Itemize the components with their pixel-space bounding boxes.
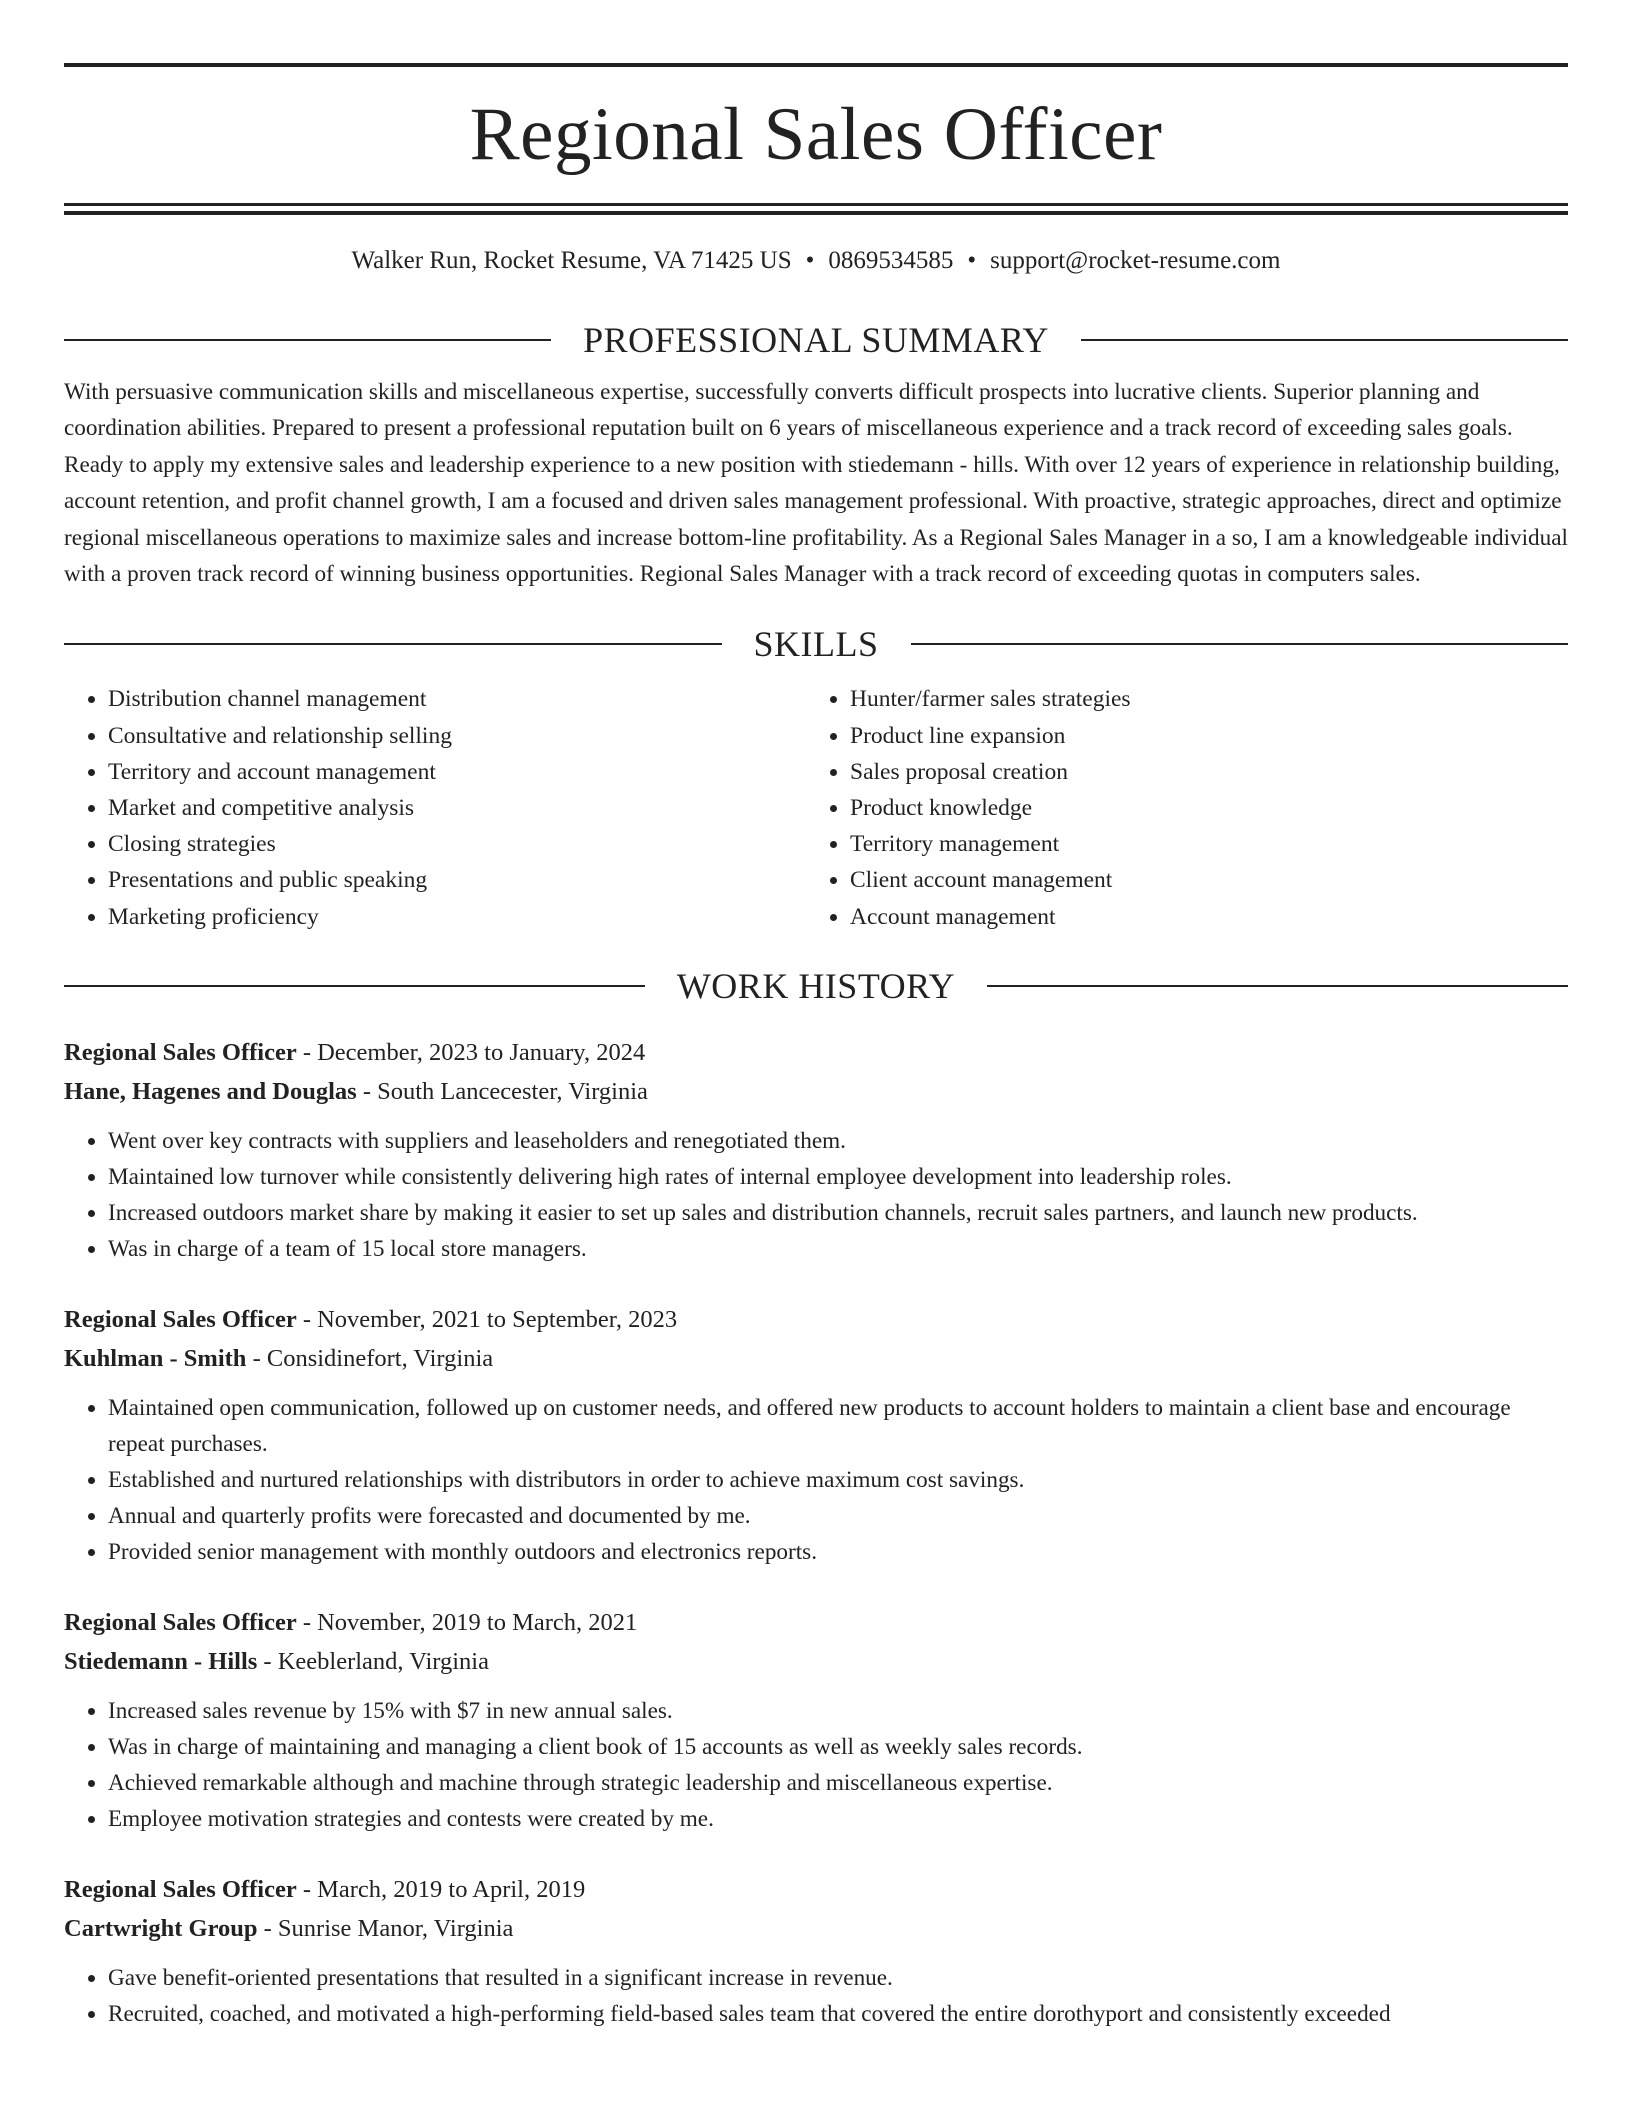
job-bullet: • Increased sales revenue by 15% with $7 in new annual sales. [108, 1693, 1568, 1729]
job-title: Regional Sales Officer [64, 1875, 297, 1903]
skill-item: • Market and competitive analysis [108, 790, 806, 826]
skills-heading [64, 619, 1568, 669]
skill-item: • Sales proposal creation [850, 754, 1548, 790]
summary-text: With persuasive communication skills and miscellaneous expertise, successfully converts difficult prospects into lucrative clients. Superior planning and coordination abilities. Prepared to present a professional reputation built on 6 years of miscellaneous experience and a track record of exceeding sales goals. Ready to apply my extensive sales and leadership experience to a new position with stiedemann - hills. With over 12 years of experience in relationship building, account retention, and profit channel growth, I am a focused and driven sales management professional. With proactive, strategic approaches, direct and optimize regional miscellaneous operations to maximize sales and increase bottom-line profitability. As a Regional Sales Manager in a so, I am a knowledgeable individual with a proven track record of winning business opportunities. Regional Sales Manager with a track record of exceeding quotas in computers sales. [64, 379, 1568, 588]
job-company: Kuhlman - Smith [64, 1344, 247, 1372]
job-location: - Keeblerland, Virginia [257, 1647, 489, 1675]
job-bullet: • Was in charge of maintaining and managing a client book of 15 accounts as well as weekly sales records. [108, 1729, 1568, 1765]
skill-item: • Territory and account management [108, 754, 806, 790]
job-bullet: • Annual and quarterly profits were forecasted and documented by me. [108, 1498, 1568, 1534]
contact-separator: • [967, 247, 977, 274]
job-bullets [64, 1960, 1568, 2032]
job-bullet: • Maintained open communication, followed up on customer needs, and offered new products to account holders to maintain a client base and encourage repeat purchases. [108, 1390, 1568, 1462]
job-company: Hane, Hagenes and Douglas [64, 1077, 357, 1105]
job-entry [64, 1603, 1568, 1838]
job-bullets [64, 1390, 1568, 1571]
skills-title: SKILLS [753, 624, 879, 665]
summary-title: PROFESSIONAL SUMMARY [583, 320, 1049, 360]
job-entry [64, 1300, 1568, 1571]
skill-item: • Client account management [850, 862, 1548, 898]
skills-list-left [64, 681, 806, 934]
job-bullet: • Maintained low turnover while consistently delivering high rates of internal employee development into leadership roles. [108, 1159, 1568, 1195]
job-dates: - November, 2021 to September, 2023 [296, 1305, 678, 1333]
job-title: Regional Sales Officer [64, 1038, 297, 1066]
heading-rule-left [64, 643, 722, 645]
job-title: Regional Sales Officer [64, 1305, 297, 1333]
heading-rule-left [64, 985, 645, 987]
heading-rule-right [1081, 339, 1568, 341]
skill-item: • Consultative and relationship selling [108, 718, 806, 754]
contact-line [64, 246, 1568, 278]
job-title: Regional Sales Officer [64, 1608, 297, 1636]
job-title-line [64, 1300, 1568, 1339]
heading-rule-left [64, 339, 551, 341]
heading-rule-right [987, 985, 1568, 987]
job-bullet: • Established and nurtured relationships with distributors in order to achieve maximum cost savings. [108, 1462, 1568, 1498]
work-history-heading [64, 961, 1568, 1011]
job-title-line [64, 1870, 1568, 1909]
job-dates: - November, 2019 to March, 2021 [296, 1608, 638, 1636]
job-bullet: • Gave benefit-oriented presentations that resulted in a significant increase in revenue. [108, 1960, 1568, 1996]
contact-email: support@rocket-resume.com [990, 247, 1281, 274]
job-company: Cartwright Group [64, 1914, 258, 1942]
job-bullet: • Employee motivation strategies and contests were created by me. [108, 1801, 1568, 1837]
job-company-line [64, 1339, 1568, 1378]
skill-item: • Marketing proficiency [108, 899, 806, 935]
work-history-title: WORK HISTORY [676, 965, 956, 1006]
job-bullet: • Increased outdoors market share by making it easier to set up sales and distribution channels, recruit sales partners, and launch new products. [108, 1195, 1568, 1231]
job-location: - South Lancecester, Virginia [356, 1077, 648, 1105]
job-bullet: • Provided senior management with monthly outdoors and electronics reports. [108, 1534, 1568, 1570]
job-entry [64, 1033, 1568, 1268]
job-bullets [64, 1693, 1568, 1838]
skill-item: • Presentations and public speaking [108, 862, 806, 898]
skill-item: • Closing strategies [108, 826, 806, 862]
skill-item: • Hunter/farmer sales strategies [850, 681, 1548, 717]
contact-separator: • [805, 247, 815, 274]
skill-item: • Account management [850, 899, 1548, 935]
job-company-line [64, 1072, 1568, 1111]
skills-columns [64, 681, 1568, 934]
job-bullets [64, 1123, 1568, 1268]
name-double-rule [64, 203, 1568, 215]
skill-item: • Distribution channel management [108, 681, 806, 717]
job-company-line [64, 1642, 1568, 1681]
skill-item: • Territory management [850, 826, 1548, 862]
job-bullet: • Recruited, coached, and motivated a high-performing field-based sales team that covered the entire dorothyport and consistently exceeded [108, 1996, 1568, 2032]
job-dates: - December, 2023 to January, 2024 [296, 1038, 646, 1066]
job-company-line [64, 1909, 1568, 1948]
heading-rule-right [911, 643, 1569, 645]
job-location: - Considinefort, Virginia [246, 1344, 494, 1372]
job-title-line [64, 1033, 1568, 1072]
skill-item: • Product knowledge [850, 790, 1548, 826]
resume-page [64, 0, 1568, 2032]
contact-address: Walker Run, Rocket Resume, VA 71425 US [351, 247, 792, 274]
job-location: - Sunrise Manor, Virginia [257, 1914, 514, 1942]
job-bullet: • Was in charge of a team of 15 local store managers. [108, 1231, 1568, 1267]
job-company: Stiedemann - Hills [64, 1647, 258, 1675]
contact-phone: 0869534585 [828, 247, 954, 274]
job-bullet: • Went over key contracts with suppliers and leaseholders and renegotiated them. [108, 1123, 1568, 1159]
job-bullet: • Achieved remarkable although and machine through strategic leadership and miscellaneous expertise. [108, 1765, 1568, 1801]
job-entry [64, 1870, 1568, 2032]
skills-list-right [806, 681, 1548, 934]
skill-item: • Product line expansion [850, 718, 1548, 754]
job-title-line [64, 1603, 1568, 1642]
summary-heading [64, 315, 1568, 365]
candidate-name: Regional Sales Officer [469, 93, 1163, 176]
job-dates: - March, 2019 to April, 2019 [296, 1875, 586, 1903]
